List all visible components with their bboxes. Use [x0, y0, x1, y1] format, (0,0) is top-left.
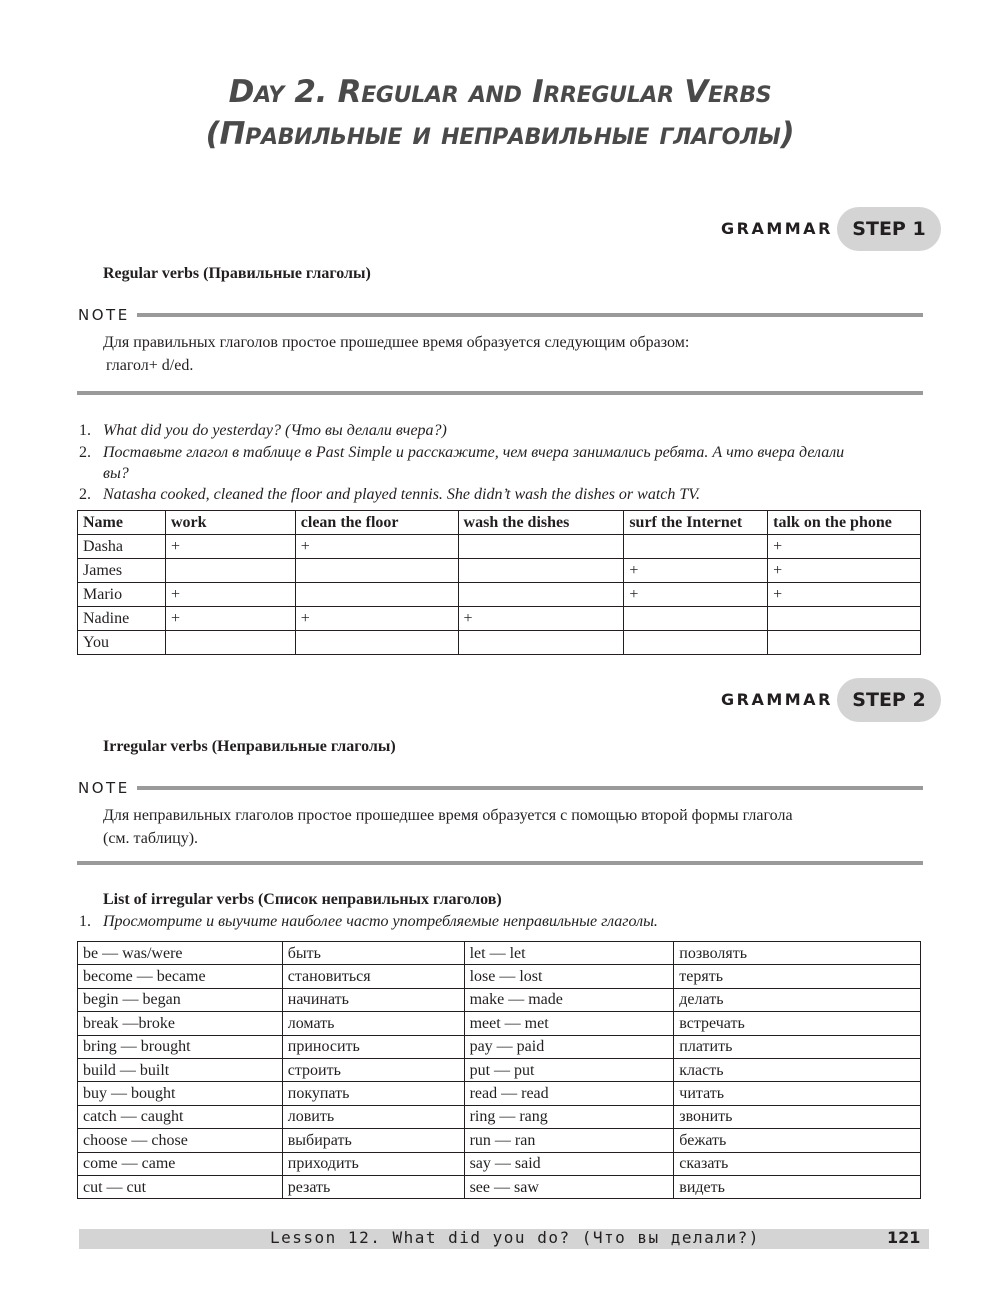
verb-forms-cell: choose — chose: [78, 1129, 283, 1152]
translation-cell: бежать: [674, 1129, 921, 1152]
table-cell: [624, 535, 768, 559]
table-row: [78, 1152, 921, 1175]
verb-forms-cell: put — put: [464, 1058, 674, 1081]
table-cell: [295, 559, 458, 583]
table-row: [78, 1082, 921, 1105]
header-cell: talk on the phone: [768, 511, 921, 535]
footer-lesson-title: Lesson 12. What did you do? (Что вы делали?): [270, 1228, 760, 1247]
step-badge: STEP 1: [837, 207, 941, 251]
table-row: [78, 607, 921, 631]
table-cell: +: [165, 535, 295, 559]
table-cell: [624, 631, 768, 655]
translation-cell: класть: [674, 1058, 921, 1081]
item-number: 2.: [79, 486, 91, 503]
header-cell: work: [165, 511, 295, 535]
regular-verbs-table: [77, 510, 921, 655]
translation-cell: ловить: [282, 1105, 464, 1128]
table-cell: +: [165, 607, 295, 631]
grammar-label: GRAMMAR: [721, 219, 833, 238]
exercise-item: Поставьте глагол в таблице в Past Simple и расскажите, чем вчера занимались ребята. А что вчера делали: [103, 444, 845, 461]
verb-forms-cell: lose — lost: [464, 965, 674, 988]
translation-cell: делать: [674, 988, 921, 1011]
table-cell: [295, 631, 458, 655]
page-title-line1: Day 2. Regular and Irregular Verbs: [228, 74, 772, 110]
table-cell: [458, 631, 624, 655]
table-cell: You: [78, 631, 166, 655]
table-cell: [458, 535, 624, 559]
verb-forms-cell: be — was/were: [78, 942, 283, 965]
table-cell: +: [624, 559, 768, 583]
item-number: 1.: [79, 913, 91, 930]
section-heading: Regular verbs (Правильные глаголы): [103, 265, 371, 282]
verb-forms-cell: become — became: [78, 965, 283, 988]
verb-forms-cell: say — said: [464, 1152, 674, 1175]
exercise-item: What did you do yesterday? (Что вы делали вчера?): [103, 422, 447, 439]
table-cell: +: [768, 535, 921, 559]
note-bottom-rule: [77, 391, 923, 395]
translation-cell: быть: [282, 942, 464, 965]
verb-forms-cell: build — built: [78, 1058, 283, 1081]
verb-forms-cell: make — made: [464, 988, 674, 1011]
table-cell: [458, 559, 624, 583]
translation-cell: становиться: [282, 965, 464, 988]
table-cell: [768, 607, 921, 631]
header-cell: clean the floor: [295, 511, 458, 535]
note-text-line1: Для неправильных глаголов простое прошедшее время образуется с помощью второй формы глагола: [103, 807, 793, 824]
exercise-item: Просмотрите и выучите наиболее часто употребляемые неправильные глаголы.: [103, 913, 658, 930]
table-row: [78, 1129, 921, 1152]
header-cell: surf the Internet: [624, 511, 768, 535]
translation-cell: звонить: [674, 1105, 921, 1128]
item-number: 2.: [79, 444, 91, 461]
page-title-line2: (Правильные и неправильные глаголы): [205, 116, 795, 152]
header-cell: wash the dishes: [458, 511, 624, 535]
header-cell: Name: [78, 511, 166, 535]
table-row: [78, 942, 921, 965]
translation-cell: ломать: [282, 1012, 464, 1035]
list-heading: List of irregular verbs (Список неправильных глаголов): [103, 891, 502, 908]
translation-cell: строить: [282, 1058, 464, 1081]
table-cell: [165, 631, 295, 655]
note-text-line1: Для правильных глаголов простое прошедшее время образуется следующим образом:: [103, 334, 690, 351]
translation-cell: покупать: [282, 1082, 464, 1105]
note-top-rule: [137, 313, 923, 317]
table-row: [78, 559, 921, 583]
table-cell: [624, 607, 768, 631]
table-cell: +: [768, 559, 921, 583]
verb-forms-cell: cut — cut: [78, 1175, 283, 1198]
verb-forms-cell: let — let: [464, 942, 674, 965]
verb-forms-cell: catch — caught: [78, 1105, 283, 1128]
verb-forms-cell: begin — began: [78, 988, 283, 1011]
note-label: NOTE: [78, 779, 130, 797]
table-row: [78, 631, 921, 655]
translation-cell: позволять: [674, 942, 921, 965]
note-top-rule: [137, 786, 923, 790]
note-bottom-rule: [77, 861, 923, 865]
irregular-verbs-table: [77, 941, 921, 1199]
table-cell: [458, 583, 624, 607]
grammar-label: GRAMMAR: [721, 690, 833, 709]
translation-cell: резать: [282, 1175, 464, 1198]
translation-cell: встречать: [674, 1012, 921, 1035]
verb-forms-cell: see — saw: [464, 1175, 674, 1198]
table-cell: [768, 631, 921, 655]
note-text-line2: (см. таблицу).: [103, 830, 199, 847]
step-badge: STEP 2: [837, 678, 941, 722]
translation-cell: платить: [674, 1035, 921, 1058]
translation-cell: читать: [674, 1082, 921, 1105]
table-cell: James: [78, 559, 166, 583]
note-label: NOTE: [78, 306, 130, 324]
verb-forms-cell: come — came: [78, 1152, 283, 1175]
table-cell: +: [458, 607, 624, 631]
page-number: 121: [887, 1228, 921, 1247]
table-cell: Dasha: [78, 535, 166, 559]
table-cell: [295, 583, 458, 607]
table-row: [78, 1035, 921, 1058]
table-row: [78, 965, 921, 988]
table-row: [78, 1175, 921, 1198]
verb-forms-cell: ring — rang: [464, 1105, 674, 1128]
translation-cell: начинать: [282, 988, 464, 1011]
verb-forms-cell: buy — bought: [78, 1082, 283, 1105]
verb-forms-cell: run — ran: [464, 1129, 674, 1152]
translation-cell: видеть: [674, 1175, 921, 1198]
verb-forms-cell: break —broke: [78, 1012, 283, 1035]
table-cell: +: [165, 583, 295, 607]
exercise-item: вы?: [103, 465, 129, 482]
table-cell: +: [295, 607, 458, 631]
translation-cell: приходить: [282, 1152, 464, 1175]
table-header-row: [78, 511, 921, 535]
verb-forms-cell: read — read: [464, 1082, 674, 1105]
table-row: [78, 583, 921, 607]
verb-forms-cell: bring — brought: [78, 1035, 283, 1058]
translation-cell: приносить: [282, 1035, 464, 1058]
item-number: 1.: [79, 422, 91, 439]
table-row: [78, 1012, 921, 1035]
table-row: [78, 535, 921, 559]
table-cell: [165, 559, 295, 583]
table-cell: Mario: [78, 583, 166, 607]
table-row: [78, 1058, 921, 1081]
exercise-item: Natasha cooked, cleaned the floor and played tennis. She didn’t wash the dishes or watch TV.: [103, 486, 700, 503]
translation-cell: терять: [674, 965, 921, 988]
table-cell: +: [295, 535, 458, 559]
verb-forms-cell: pay — paid: [464, 1035, 674, 1058]
note-text-line2: глагол+ d/ed.: [106, 357, 194, 374]
translation-cell: сказать: [674, 1152, 921, 1175]
table-row: [78, 988, 921, 1011]
table-cell: +: [768, 583, 921, 607]
section-heading: Irregular verbs (Неправильные глаголы): [103, 738, 396, 755]
table-cell: Nadine: [78, 607, 166, 631]
table-row: [78, 1105, 921, 1128]
table-cell: +: [624, 583, 768, 607]
verb-forms-cell: meet — met: [464, 1012, 674, 1035]
translation-cell: выбирать: [282, 1129, 464, 1152]
